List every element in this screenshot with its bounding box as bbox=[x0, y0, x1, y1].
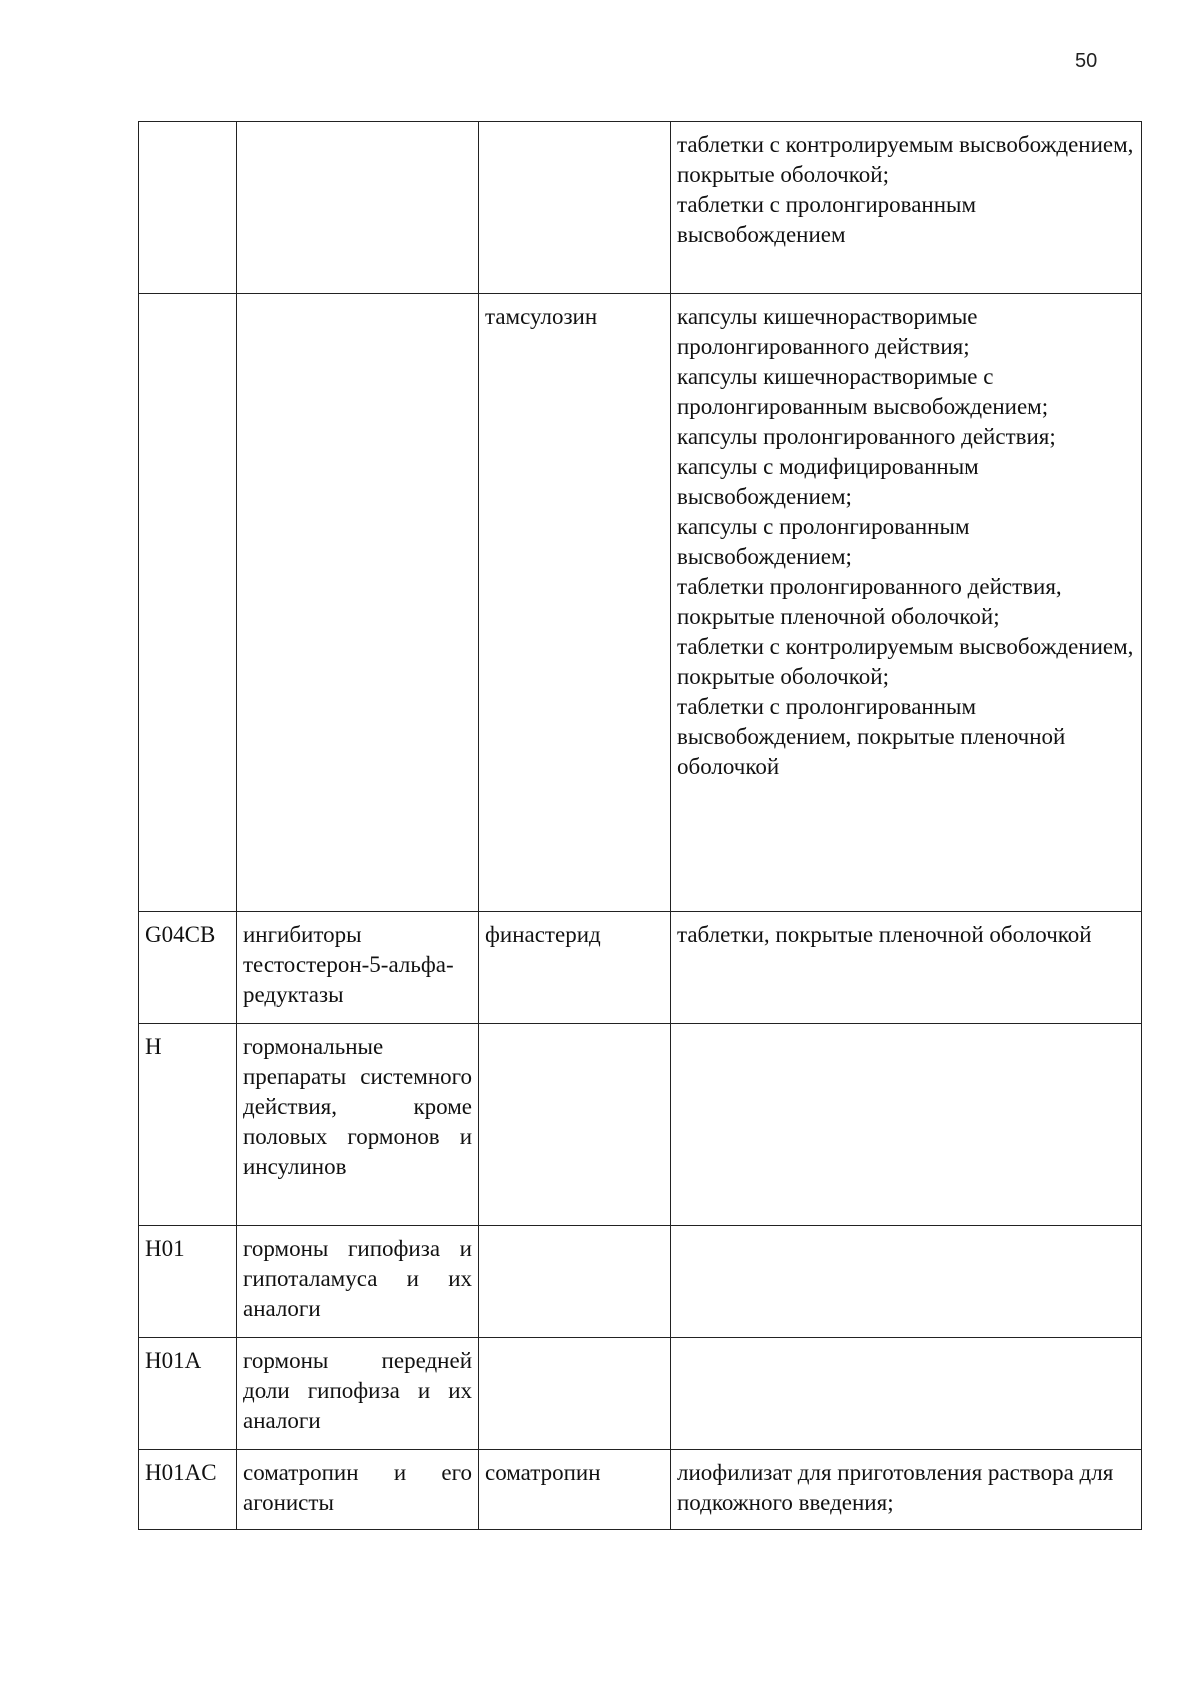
group-name-cell: гормональные препараты системного действия, кроме половых гормонов и инсулинов bbox=[237, 1024, 479, 1226]
atc-code-cell: H01A bbox=[139, 1338, 237, 1450]
table-row bbox=[139, 1450, 1142, 1530]
atc-code-cell: H01AC bbox=[139, 1450, 237, 1530]
dosage-forms-cell bbox=[671, 1226, 1142, 1338]
drug-name-cell bbox=[479, 1024, 671, 1226]
dosage-form-item: капсулы с пролонгированным высвобождением; bbox=[677, 514, 970, 569]
drug-name-cell: финастерид bbox=[479, 912, 671, 1024]
group-name-cell bbox=[237, 122, 479, 294]
dosage-forms-cell bbox=[671, 122, 1142, 294]
table-row bbox=[139, 122, 1142, 294]
dosage-form-item: лиофилизат для приготовления раствора для подкожного введения; bbox=[677, 1460, 1114, 1515]
dosage-form-item: капсулы пролонгированного действия; bbox=[677, 424, 1056, 449]
table-row bbox=[139, 294, 1142, 912]
drug-name-cell: соматропин bbox=[479, 1450, 671, 1530]
group-name-cell: гормоны гипофиза и гипоталамуса и их аналоги bbox=[237, 1226, 479, 1338]
table-row bbox=[139, 1226, 1142, 1338]
group-name-cell bbox=[237, 294, 479, 912]
drug-name-cell bbox=[479, 1338, 671, 1450]
dosage-forms-cell bbox=[671, 912, 1142, 1024]
group-name-cell: соматропин и его агонисты bbox=[237, 1450, 479, 1530]
dosage-form-item: таблетки с контролируемым высвобождением, покрытые оболочкой; bbox=[677, 132, 1134, 187]
dosage-forms-cell bbox=[671, 1024, 1142, 1226]
drug-name-cell bbox=[479, 1226, 671, 1338]
dosage-forms-cell bbox=[671, 294, 1142, 912]
atc-code-cell: G04CB bbox=[139, 912, 237, 1024]
atc-code-cell bbox=[139, 294, 237, 912]
group-name-cell: ингибиторы тестостерон-5-альфа-редуктазы bbox=[237, 912, 479, 1024]
medication-table bbox=[138, 121, 1142, 1530]
dosage-forms-cell bbox=[671, 1338, 1142, 1450]
atc-code-cell: H bbox=[139, 1024, 237, 1226]
dosage-form-item: таблетки с пролонгированным высвобождением, покрытые пленочной оболочкой bbox=[677, 694, 1066, 779]
dosage-form-item: таблетки пролонгированного действия, покрытые пленочной оболочкой; bbox=[677, 574, 1062, 629]
dosage-form-item: таблетки, покрытые пленочной оболочкой bbox=[677, 922, 1092, 947]
table-row bbox=[139, 912, 1142, 1024]
drug-name-cell bbox=[479, 122, 671, 294]
table-row bbox=[139, 1338, 1142, 1450]
dosage-form-item: капсулы кишечнорастворимые пролонгированного действия; bbox=[677, 304, 978, 359]
dosage-forms-cell bbox=[671, 1450, 1142, 1530]
dosage-form-item: таблетки с пролонгированным высвобождением bbox=[677, 192, 977, 247]
dosage-form-item: таблетки с контролируемым высвобождением, покрытые оболочкой; bbox=[677, 634, 1134, 689]
dosage-form-item: капсулы кишечнорастворимые с пролонгированным высвобождением; bbox=[677, 364, 1049, 419]
atc-code-cell bbox=[139, 122, 237, 294]
drug-name-cell: тамсулозин bbox=[479, 294, 671, 912]
group-name-cell: гормоны передней доли гипофиза и их аналоги bbox=[237, 1338, 479, 1450]
page-number: 50 bbox=[1075, 50, 1098, 72]
atc-code-cell: H01 bbox=[139, 1226, 237, 1338]
dosage-form-item: капсулы с модифицированным высвобождением; bbox=[677, 454, 979, 509]
table-row bbox=[139, 1024, 1142, 1226]
